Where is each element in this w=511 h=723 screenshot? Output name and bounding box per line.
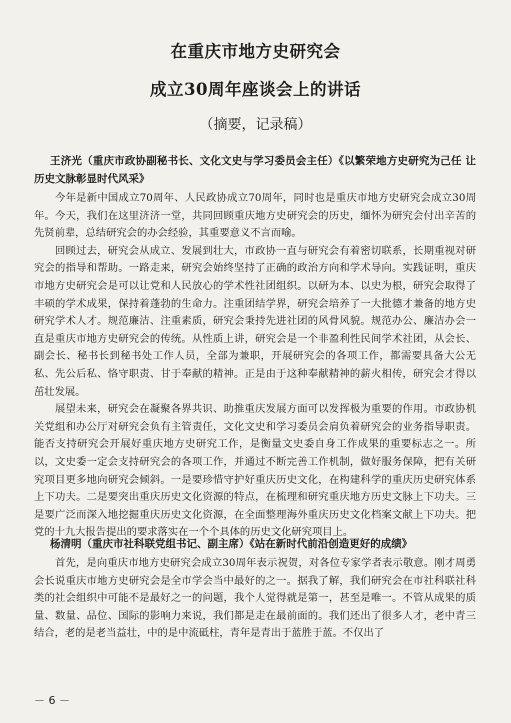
paragraph: 今年是新中国成立70周年、人民政协成立70周年，同时也是重庆市地方史研究会成立30周年。今天，我们在这里济济一堂，共同回顾重庆地方史研究会的历史，缅怀为研究会付出辛苦的先贤前辈，总结研究会的办会经验，其重要意义不言而喻。	[34, 192, 476, 240]
speaker-heading: 杨清明（重庆市社科联党组书记、副主席）《站在新时代前沿创造更好的成绩》	[50, 538, 413, 550]
speaker-heading: 王济光（重庆市政协副秘书长、文化文史与学习委员会主任）《以繁荣地方史研究为己任 让历史文脉彰显时代风采》	[34, 155, 476, 185]
title-line-1: 在重庆市地方史研究会	[170, 42, 341, 61]
page-number: － 6 －	[34, 694, 70, 707]
speech-section-1	[34, 152, 476, 542]
paragraph: 展望未来，研究会在凝聚各界共识、助推重庆发展方面可以发挥极为重要的作用。市政协机关党组和办公厅对研究会负有主管责任，文化文史和学习委员会肩负着研究会的业务指导职责。能否支持研究会开展好重庆地方史研究工作，是衡量文史委自身工作成果的重要标志之一。所以，文史委一定会支持研究会的各项工作，并通过不断完善工作机制，做好服务保障，把有关研究项目更多地向研究会倾斜。一是要珍惜守护好重庆历史文化，在构建科学的重庆历史研究体系上下功夫。二是要突出重庆历史文化资源的特点，在梳理和研究重庆地方历史文脉上下功夫。三是要广泛而深入地挖掘重庆历史文化资源，在全面整理海外重庆历史文化档案文献上下功夫。把党的十九大报告提出的要求落实在一个个具体的历史文化研究项目上。	[34, 403, 476, 539]
subtitle: （摘要，记录稿）	[199, 117, 312, 133]
speech-section-2	[34, 535, 476, 643]
title-line-2: 成立30周年座谈会上的讲话	[150, 80, 361, 99]
paragraph: 首先，是向重庆市地方史研究会成立30周年表示祝贺，对各位专家学者表示敬意。刚才周勇会长说重庆市地方史研究会是全市学会当中最好的之一。据我了解，我们研究会在市社科联社科类的社会组织中可能不是最好之一的问题，我个人觉得就是第一，甚至是唯一。不管从成果的质量、数量、品位、国际的影响力来说，我们都是走在最前面的。我们还出了很多人才，老中青三结合，老的是老当益壮，中的是中流砥柱，青年是青出于蓝胜于蓝。不仅出了	[34, 557, 476, 640]
paragraph: 回顾过去，研究会从成立、发展到壮大，市政协一直与研究会有着密切联系，长期重视对研究会的指导和帮助。一路走来，研究会始终坚持了正确的政治方向和学术导向。实践证明，重庆市地方史研究会是可以让党和人民放心的学术性社团组织。以研为本、以史为根，研究会取得了丰硕的学术成果，保持着蓬勃的生命力。注重团结学界，研究会培养了一大批德才兼备的地方史研究学术人才。规范廉洁、注重素质，研究会秉持先进社团的风骨风貌。规范办公、廉洁办会一直是重庆市地方史研究会的传统。从性质上讲，研究会是一个非盈利性民间学术社团，从会长、副会长、秘书长到秘书处工作人员，全部为兼职，开展研究会的各项工作，都需要具备大公无私、先公后私、恪守职责、甘于奉献的精神。正是由于这种奉献精神的薪火相传，研究会才得以茁壮发展。	[34, 244, 476, 398]
